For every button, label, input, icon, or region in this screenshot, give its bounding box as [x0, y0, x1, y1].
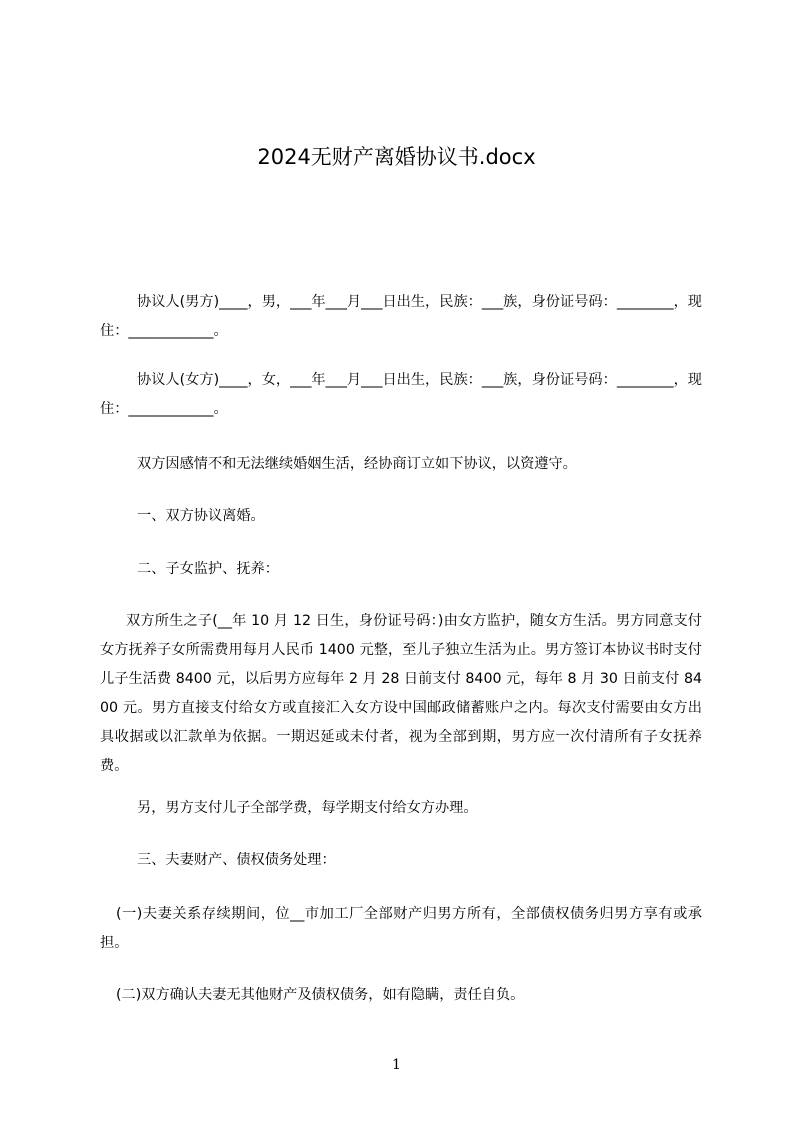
paragraph-tuition: 另，男方支付儿子全部学费，每学期支付给女方办理。 [137, 800, 478, 816]
paragraph-wife-info: 协议人(女方)____，女，___年___月___日出生，民族：___族，身份证号码：________，现住：____________。 [100, 372, 702, 417]
paragraph-husband-info: 协议人(男方)____，男，___年___月___日出生，民族：___族，身份证号码：________，现住：____________。 [100, 294, 702, 339]
paragraph-property-other: (二)双方确认夫妻无其他财产及债权债务，如有隐瞒，责任自负。 [116, 987, 525, 1003]
paragraph-child-support: 双方所生之子(__年 10 月 12 日生，身份证号码：)由女方监护，随女方生活。男方同意支付女方抚养子女所需费用每月人民币 1400 元整，至儿子独立生活为止。男方签订本协议书时支付儿子生活费 8400 元，以后男方应每年 2 月 28 日前支付 8400 元，每年 8 月 30 日前支付 8400 元。男方直接支付给女方或直接汇入女方设中国邮政储蓄账户之内。每次支付需要由女方出具收据或以汇款单为依据。一期迟延或未付者，视为全部到期，男方应一次付清所有子女抚养费。 [100, 613, 702, 774]
paragraph-agreement-intro: 双方因感情不和无法继续婚姻生活，经协商订立如下协议，以资遵守。 [137, 456, 577, 472]
section-heading-property: 三、夫妻财产、债权债务处理： [137, 852, 336, 868]
paragraph-property-factory: (一)夫妻关系存续期间，位__市加工厂全部财产归男方所有，全部债权债务归男方享有或承担。 [100, 906, 702, 951]
page-number: 1 [392, 1057, 401, 1073]
section-heading-custody: 二、子女监护、抚养： [137, 561, 279, 577]
document-title: 2024无财产离婚协议书.docx [257, 145, 536, 169]
section-heading-divorce: 一、双方协议离婚。 [137, 508, 265, 524]
